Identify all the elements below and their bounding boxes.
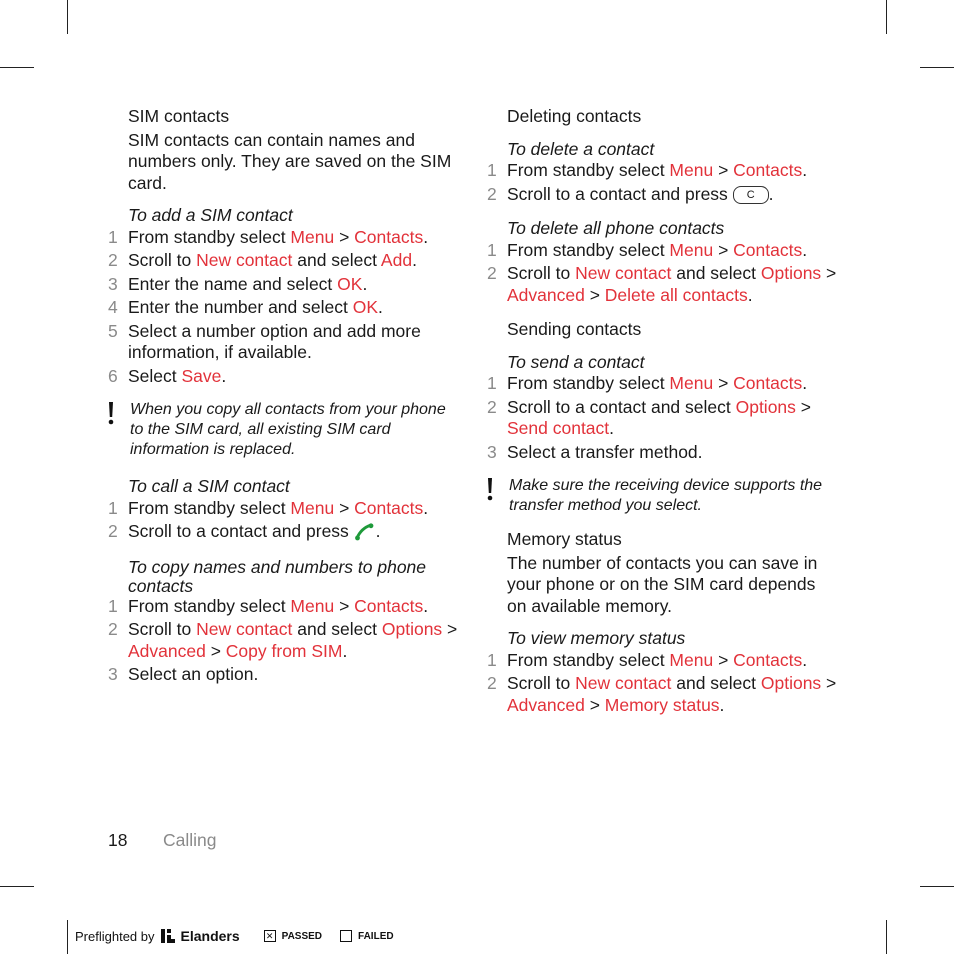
copy-steps-list [108,596,458,686]
list-item: 1 From standby select Menu > Contacts. [108,595,429,616]
list-item: 4 Enter the number and select OK. [108,297,383,317]
elanders-logo-icon [161,929,175,943]
list-item: 2 Scroll to a contact and press . [108,521,381,541]
list-item: 2 Scroll to New contact and select Options > Advanced > Memory status. [487,673,837,715]
list-item: 1 From standby select Menu > Contacts. [487,239,808,260]
note-text: Make sure the receiving device supports the transfer method you select. [509,477,823,514]
subheading-view-memory: To view memory status [507,628,686,648]
exclamation-icon [108,402,114,426]
section-name: Calling [163,830,217,850]
preflight-brand: Elanders [180,928,240,944]
crop-mark [0,67,34,68]
list-item: 2 Scroll to New contact and select Options > Advanced > Copy from SIM. [108,619,458,661]
list-item: 1 From standby select Menu > Contacts. [487,373,808,393]
crop-mark [886,0,887,34]
subheading-add-sim-contact: To add a SIM contact [128,205,293,225]
crop-mark [920,67,954,68]
failed-label: FAILED [358,930,394,942]
subheading-delete-contact: To delete a contact [507,138,655,159]
list-item: 2 Scroll to a contact and press C . [487,183,774,204]
section-heading-sending: Sending contacts [507,319,642,339]
list-item: 3 Enter the name and select OK. [108,273,368,294]
note-text: When you copy all contacts from your phone to the SIM card, all existing SIM card information is replaced. [130,401,446,458]
list-item: 6 Select Save. [108,365,227,386]
passed-checkbox: ✕ [264,930,276,942]
section-heading-sim-contacts: SIM contacts [128,106,230,126]
list-item: 2 Scroll to New contact and select Options > Advanced > Delete all contacts. [487,263,837,305]
crop-mark [67,920,68,954]
warning-note [487,476,837,516]
subheading-copy-contacts: To copy names and numbers to phone contacts [128,556,427,596]
list-item: 1 From standby select Menu > Contacts. [108,226,429,247]
list-item: 5 Select a number option and add more information, if available. [108,320,421,362]
subheading-send-contact: To send a contact [507,351,645,372]
subheading-call-sim-contact: To call a SIM contact [128,476,290,496]
exclamation-icon [487,478,493,502]
list-item: 2 Scroll to a contact and select Options > Send contact. [487,396,811,438]
list-item: 1 From standby select Menu > Contacts. [487,160,808,180]
crop-mark [886,920,887,954]
subheading-delete-all: To delete all phone contacts [507,218,725,238]
list-item: 1 From standby select Menu > Contacts. [487,649,808,670]
green-phone-icon [354,523,376,541]
crop-mark [67,0,68,34]
send-steps-list [487,373,837,463]
list-item: 3 Select a transfer method. [487,441,703,462]
preflight-stamp [75,928,394,944]
crop-mark [920,886,954,887]
delete-all-steps-list [487,240,837,307]
section-heading-memory: Memory status [507,529,622,549]
list-item: 3 Select an option. [108,664,259,684]
section-heading-deleting: Deleting contacts [507,106,642,126]
right-column [487,106,837,718]
c-key-icon: C [733,186,769,204]
crop-mark [0,886,34,887]
page-number: 18 [108,830,128,850]
memory-intro-text: The number of contacts you can save in your phone or on the SIM card depends on available memory. [507,552,818,616]
memory-steps-list [487,650,837,717]
warning-note [108,400,458,460]
page-footer [108,830,217,851]
add-steps-list [108,227,458,388]
delete-steps-list [487,160,837,205]
left-column [108,106,458,688]
list-item: 1 From standby select Menu > Contacts. [108,497,429,518]
sim-intro-text: SIM contacts can contain names and numbers only. They are saved on the SIM card. [128,129,452,193]
preflight-prefix: Preflighted by [75,928,155,944]
failed-checkbox [340,930,352,942]
call-steps-list [108,498,458,543]
passed-label: PASSED [281,930,323,942]
list-item: 2 Scroll to New contact and select Add. [108,250,417,270]
